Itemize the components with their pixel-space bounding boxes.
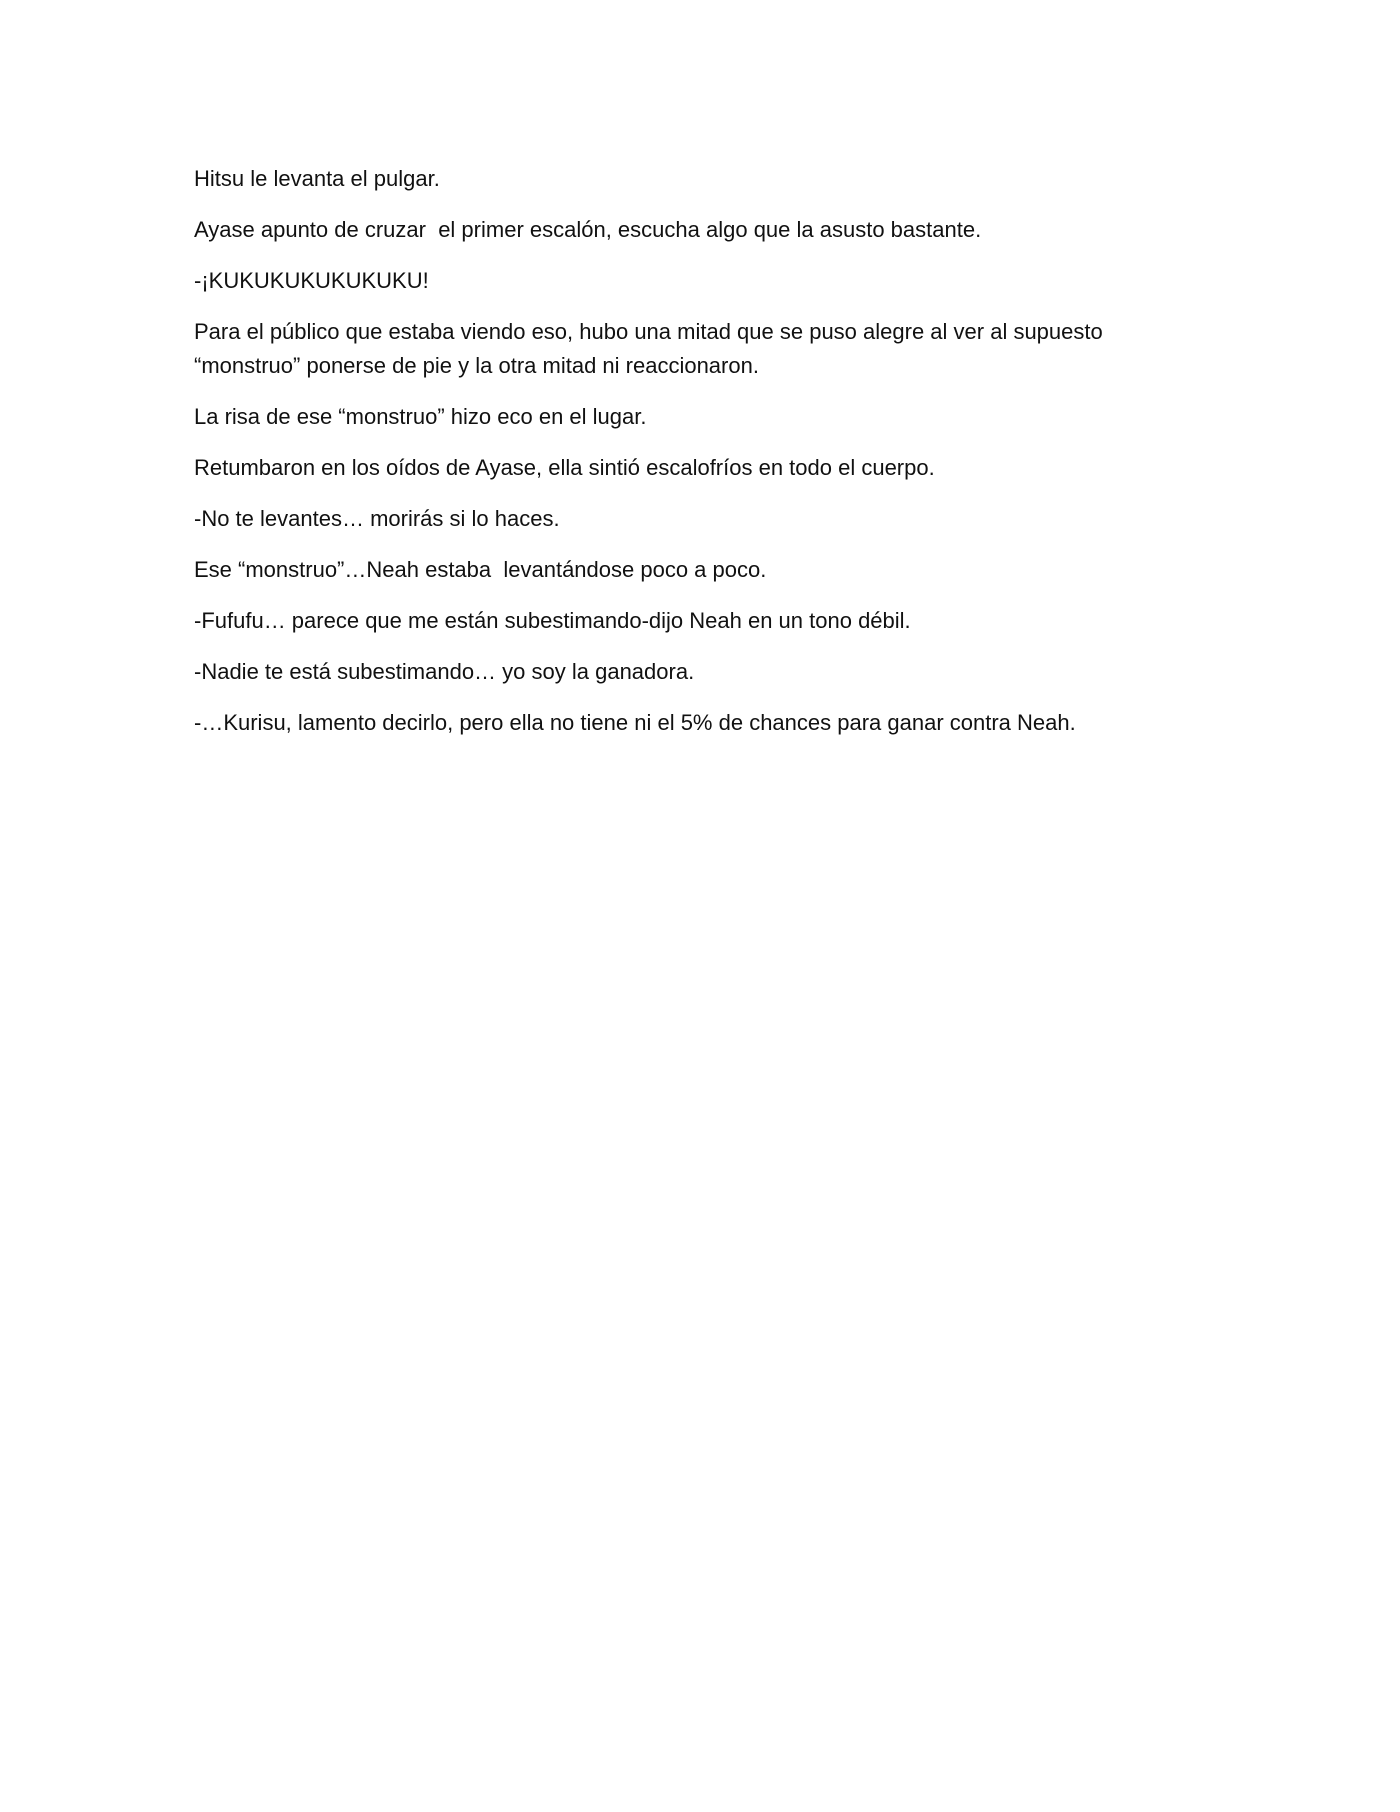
paragraph-4: Para el público que estaba viendo eso, hubo una mitad que se puso alegre al ver al supuesto “monstruo” ponerse de pie y la otra mitad ni reaccionaron. bbox=[194, 319, 1109, 378]
paragraph-10: -Nadie te está subestimando… yo soy la ganadora. bbox=[194, 659, 695, 684]
paragraph-2: Ayase apunto de cruzar el primer escalón, escucha algo que la asusto bastante. bbox=[194, 217, 982, 242]
paragraph-11: -…Kurisu, lamento decirlo, pero ella no tiene ni el 5% de chances para ganar contra Neah. bbox=[194, 710, 1076, 735]
paragraph-1: Hitsu le levanta el pulgar. bbox=[194, 166, 440, 191]
paragraph-7: -No te levantes… morirás si lo haces. bbox=[194, 506, 560, 531]
paragraph-3: -¡KUKUKUKUKUKUKU! bbox=[194, 268, 429, 293]
paragraph-9: -Fufufu… parece que me están subestimando-dijo Neah en un tono débil. bbox=[194, 608, 911, 633]
paragraph-8: Ese “monstruo”…Neah estaba levantándose poco a poco. bbox=[194, 557, 767, 582]
paragraph-6: Retumbaron en los oídos de Ayase, ella sintió escalofríos en todo el cuerpo. bbox=[194, 455, 935, 480]
paragraph-5: La risa de ese “monstruo” hizo eco en el lugar. bbox=[194, 404, 647, 429]
document-body bbox=[194, 162, 1204, 757]
